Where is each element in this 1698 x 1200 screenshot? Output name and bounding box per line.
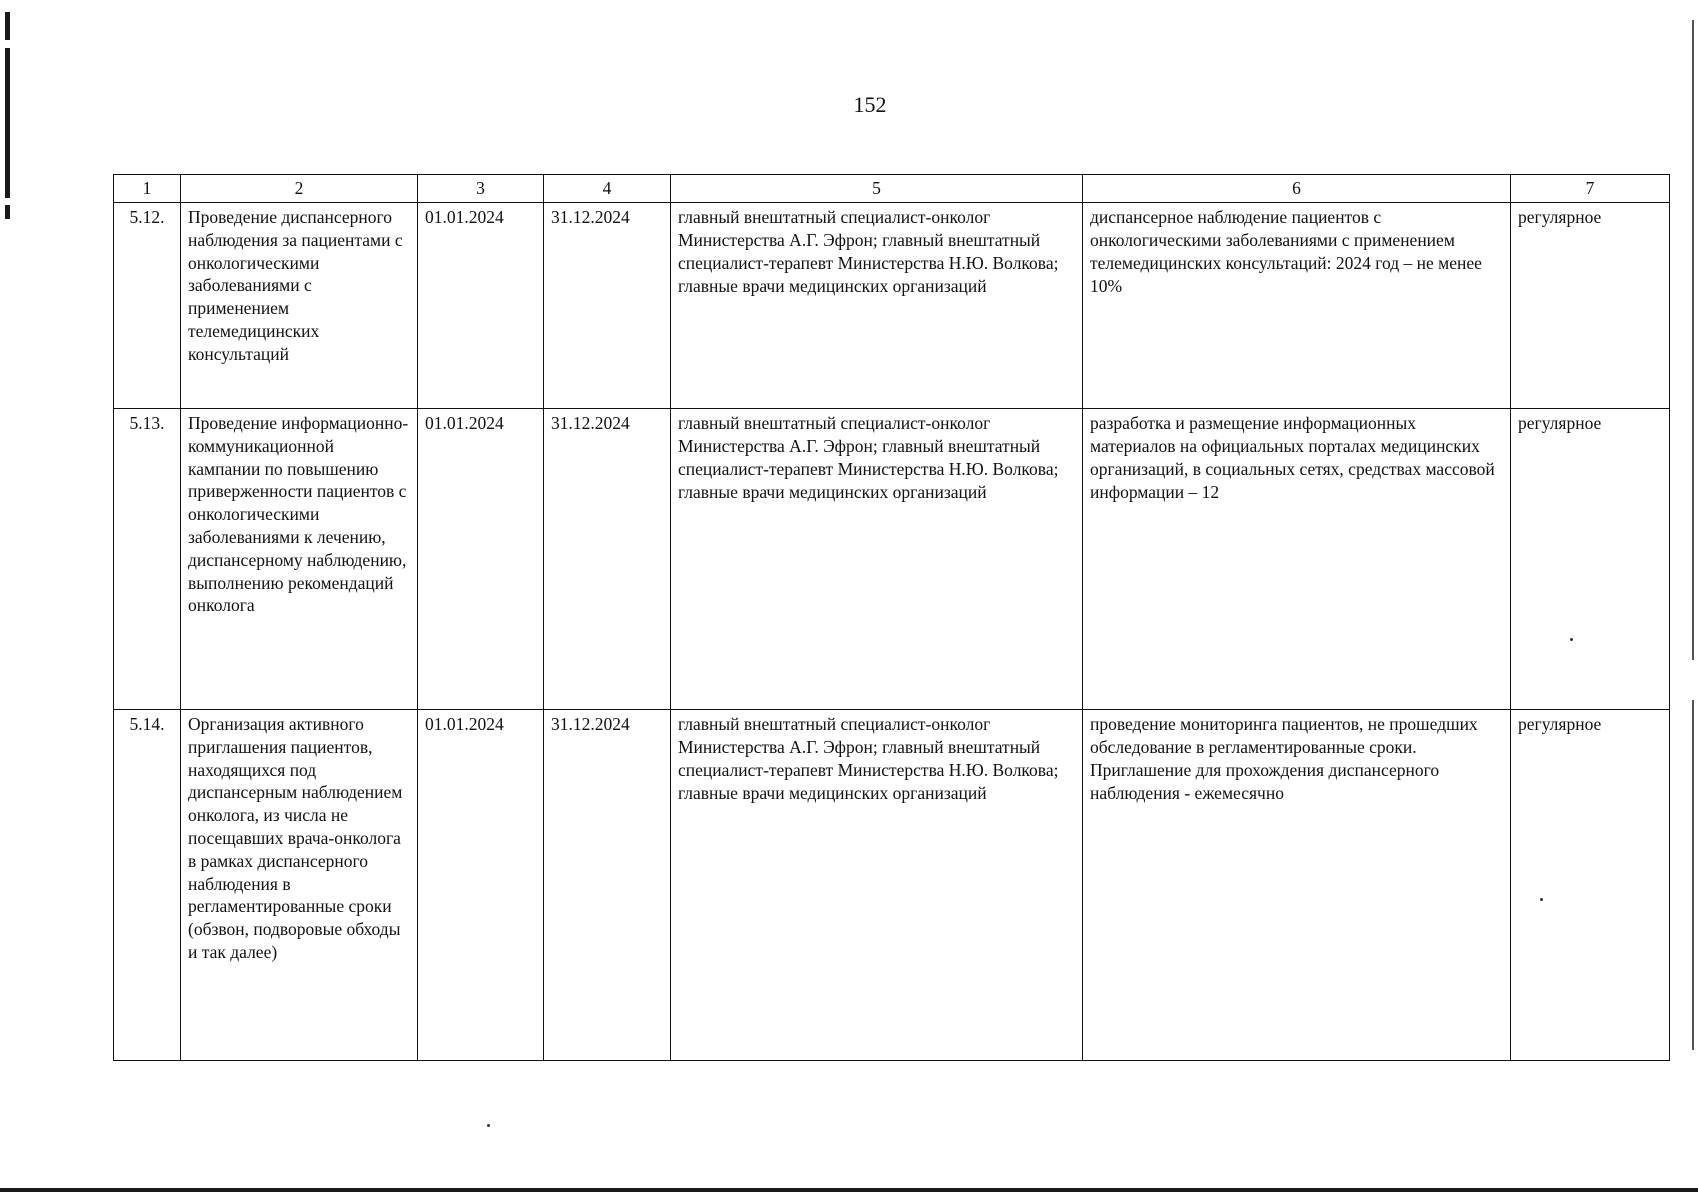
- column-header-3: 3: [418, 175, 544, 203]
- end-date: 31.12.2024: [544, 409, 671, 710]
- scan-margin-mark: [5, 12, 10, 40]
- header-row: [114, 175, 1670, 203]
- column-header-1: 1: [114, 175, 181, 203]
- expected-result: проведение мониторинга пациентов, не прошедших обследование в регламентированные сроки. Приглашение для прохождения диспансерного наблюдения - ежемесячно: [1083, 710, 1511, 1061]
- start-date: 01.01.2024: [418, 203, 544, 409]
- task-description: Проведение информационно-коммуникационной кампании по повышению приверженности пациентов с онкологическими заболеваниями к лечению, диспансерному наблюдению, выполнению рекомендаций онколога: [181, 409, 418, 710]
- frequency: регулярное: [1511, 710, 1670, 1061]
- row-number: 5.12.: [114, 203, 181, 409]
- end-date: 31.12.2024: [544, 203, 671, 409]
- column-header-7: 7: [1511, 175, 1670, 203]
- frequency: регулярное: [1511, 409, 1670, 710]
- end-date: 31.12.2024: [544, 710, 671, 1061]
- plan-table-container: [113, 174, 1669, 1061]
- start-date: 01.01.2024: [418, 409, 544, 710]
- expected-result: диспансерное наблюдение пациентов с онкологическими заболеваниями с применением телемедицинских консультаций: 2024 год – не менее 10%: [1083, 203, 1511, 409]
- plan-table: [113, 174, 1670, 1061]
- task-description: Проведение диспансерного наблюдения за пациентами с онкологическими заболеваниями с применением телемедицинских консультаций: [181, 203, 418, 409]
- frequency: регулярное: [1511, 203, 1670, 409]
- table-row: [114, 710, 1670, 1061]
- responsible-persons: главный внештатный специалист-онколог Министерства А.Г. Эфрон; главный внештатный специалист-терапевт Министерства Н.Ю. Волкова; главные врачи медицинских организаций: [671, 203, 1083, 409]
- column-header-5: 5: [671, 175, 1083, 203]
- task-description: Организация активного приглашения пациентов, находящихся под диспансерным наблюдением онколога, из числа не посещавших врача-онколога в рамках диспансерного наблюдения в регламентированные сроки (обзвон, подворовые обходы и так далее): [181, 710, 418, 1061]
- column-header-6: 6: [1083, 175, 1511, 203]
- scan-speck: [487, 1124, 490, 1127]
- expected-result: разработка и размещение информационных материалов на официальных порталах медицинских организаций, в социальных сетях, средствах массовой информации – 12: [1083, 409, 1511, 710]
- scan-bottom-border: [0, 1188, 1698, 1192]
- scan-speck: [1570, 638, 1573, 641]
- table-row: [114, 203, 1670, 409]
- column-header-4: 4: [544, 175, 671, 203]
- column-header-2: 2: [181, 175, 418, 203]
- scan-edge-line: [1692, 700, 1694, 1050]
- scan-speck: [1540, 898, 1543, 901]
- row-number: 5.14.: [114, 710, 181, 1061]
- responsible-persons: главный внештатный специалист-онколог Министерства А.Г. Эфрон; главный внештатный специалист-терапевт Министерства Н.Ю. Волкова; главные врачи медицинских организаций: [671, 409, 1083, 710]
- scan-margin-mark: [5, 48, 10, 198]
- row-number: 5.13.: [114, 409, 181, 710]
- scan-margin-mark: [5, 205, 10, 219]
- table-row: [114, 409, 1670, 710]
- responsible-persons: главный внештатный специалист-онколог Министерства А.Г. Эфрон; главный внештатный специалист-терапевт Министерства Н.Ю. Волкова; главные врачи медицинских организаций: [671, 710, 1083, 1061]
- scan-edge-line: [1692, 20, 1694, 660]
- start-date: 01.01.2024: [418, 710, 544, 1061]
- page-number: 152: [853, 92, 887, 117]
